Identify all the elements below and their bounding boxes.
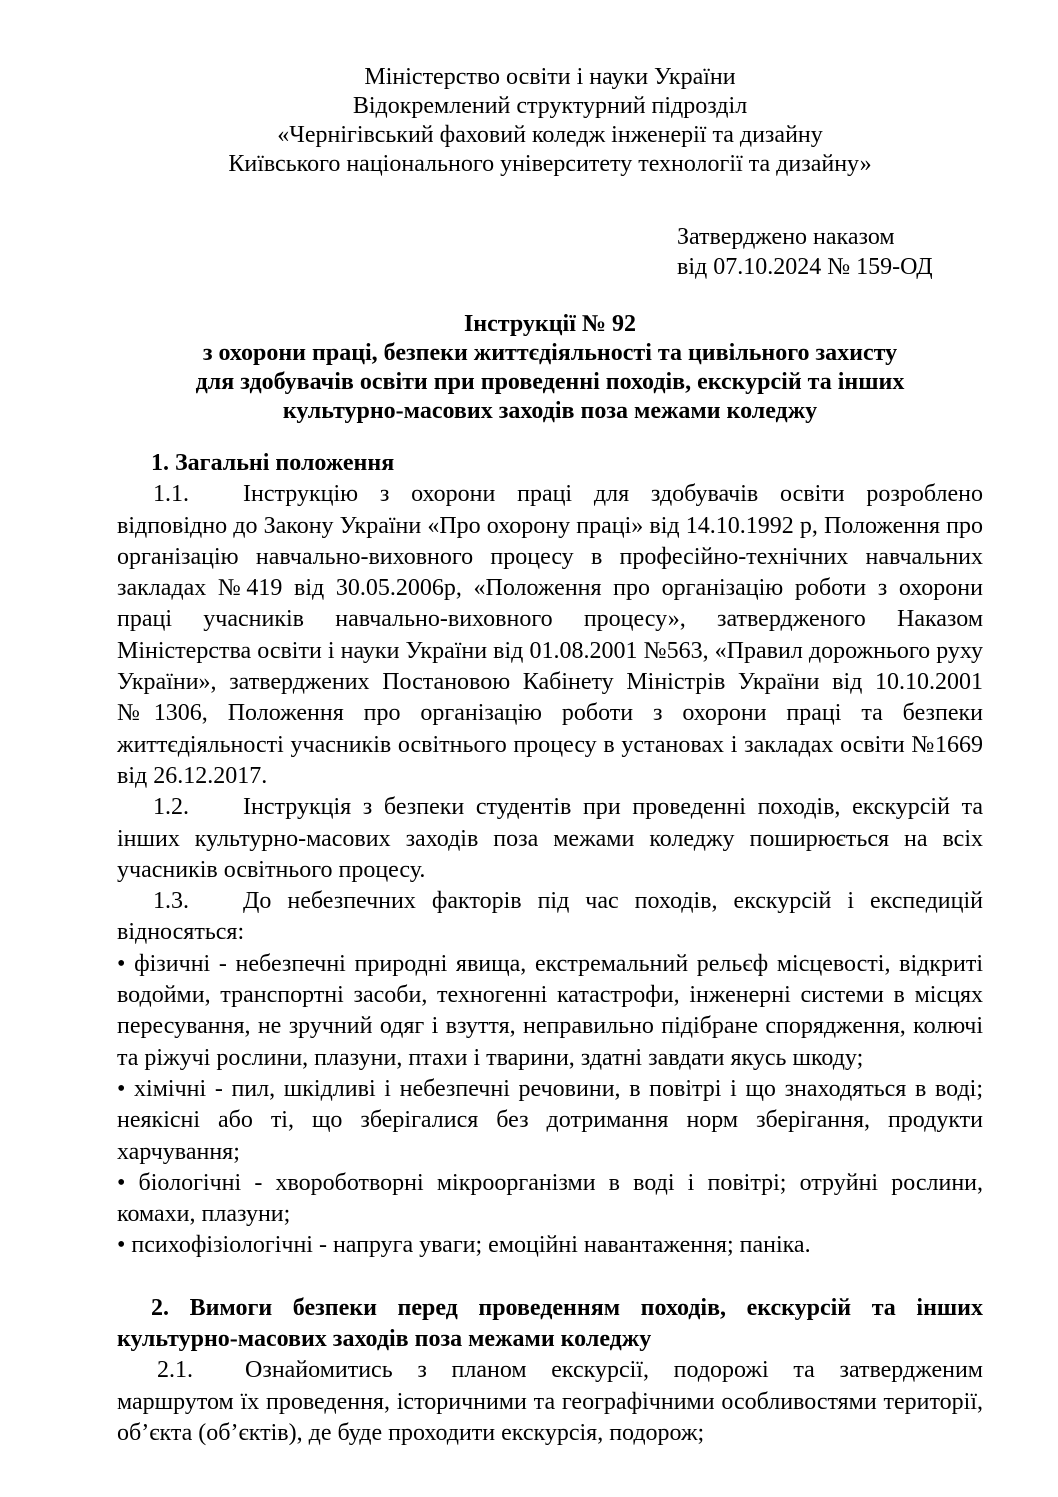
paragraph-1-3 bbox=[117, 886, 983, 949]
title-line-3: культурно-масових заходів поза межами коледжу bbox=[282, 398, 818, 424]
document-title bbox=[150, 310, 950, 426]
section-gap bbox=[117, 1262, 983, 1293]
paragraph-number: 2.1. bbox=[157, 1357, 193, 1384]
title-line-1: з охорони праці, безпеки життєдіяльності та цивільного захисту bbox=[202, 340, 898, 366]
institution-header bbox=[150, 63, 950, 179]
paragraph-1-1 bbox=[117, 479, 983, 792]
paragraph-text: Інструкція з безпеки студентів при проведенні походів, екскурсій та інших культурно-масових заходів поза межами коледжу поширюється на всіх учасників освітнього процесу. bbox=[117, 794, 983, 883]
paragraph-2-1 bbox=[117, 1355, 983, 1449]
paragraph-text: До небезпечних факторів під час походів, екскурсій і експедицій відносяться: bbox=[117, 888, 983, 946]
header-line-subdivision: Відокремлений структурний підрозділ bbox=[352, 93, 748, 119]
bullet-psychophysiological: • психофізіологічні - напруга уваги; емоційні навантаження; паніка. bbox=[117, 1232, 811, 1259]
header-line-university: Київського національного університету технології та дизайну» bbox=[228, 151, 872, 177]
paragraph-number: 1.2. bbox=[153, 794, 189, 821]
bullet-chemical: • хімічні - пил, шкідливі і небезпечні речовини, в повітрі і що знаходяться в воді; неякісні або ті, що зберігалися без дотримання норм зберігання, продукти харчування; bbox=[117, 1075, 983, 1165]
paragraph-number: 1.1. bbox=[153, 481, 189, 508]
section-1-heading: 1. Загальні положення bbox=[151, 450, 395, 476]
paragraph-text: Ознайомитись з планом екскурсії, подорожі та затвердженим маршрутом їх проведення, історичними та географічними особливостями території, об’єкта (об’єктів), де буде проходити екскурсія, подорож; bbox=[117, 1357, 983, 1446]
paragraph-text: Інструкцію з охорони праці для здобувачів освіти розроблено відповідно до Закону України «Про охорону праці» від 14.10.1992 р, Положення про організацію навчально-виховного процесу в професійно-технічних навчальних закладах №419 від 30.05.2006р, «Положення про організацію роботи з охорони праці учасників навчально-виховного процесу», затвердженого Наказом Міністерства освіти і науки України від 01.08.2001 №563, «Правил дорожнього руху України», затверджених Постановою Кабінету Міністрів України від 10.10.2001 №1306, Положення про організацію роботи з охорони праці та безпеки життєдіяльності учасників освітнього процесу в установах і закладах освіти №1669 від 26.12.2017. bbox=[117, 481, 983, 789]
title-number: Інструкції № 92 bbox=[463, 311, 637, 337]
approval-block bbox=[677, 222, 933, 282]
document-body bbox=[117, 448, 983, 1449]
bullet-biological: • біологічні - хвороботворні мікроорганізми в воді і повітрі; отруйні рослини, комахи, плазуни; bbox=[117, 1169, 983, 1228]
approval-line-2: від 07.10.2024 № 159-ОД bbox=[677, 254, 933, 280]
header-line-ministry: Міністерство освіти і науки України bbox=[364, 64, 736, 90]
title-line-2: для здобувачів освіти при проведенні походів, екскурсій та інших bbox=[195, 369, 905, 395]
header-line-college: «Чернігівський фаховий коледж інженерії та дизайну bbox=[277, 122, 823, 148]
bullet-physical: • фізичні - небезпечні природні явища, екстремальний рельєф місцевості, відкриті водойми, транспортні засоби, техногенні катастрофи, інженерні системи в місцях пересування, не зручний одяг і взуття, неправильно підібране спорядження, колючі та ріжучі рослини, плазуни, птахи і тварини, здатні завдати якусь шкоду; bbox=[117, 950, 983, 1071]
approval-line-1: Затверджено наказом bbox=[677, 224, 895, 250]
paragraph-1-2 bbox=[117, 792, 983, 886]
paragraph-number: 1.3. bbox=[153, 888, 189, 915]
section-2-heading: 2. Вимоги безпеки перед проведенням походів, екскурсій та інших культурно-масових заходів поза межами коледжу bbox=[117, 1294, 983, 1353]
